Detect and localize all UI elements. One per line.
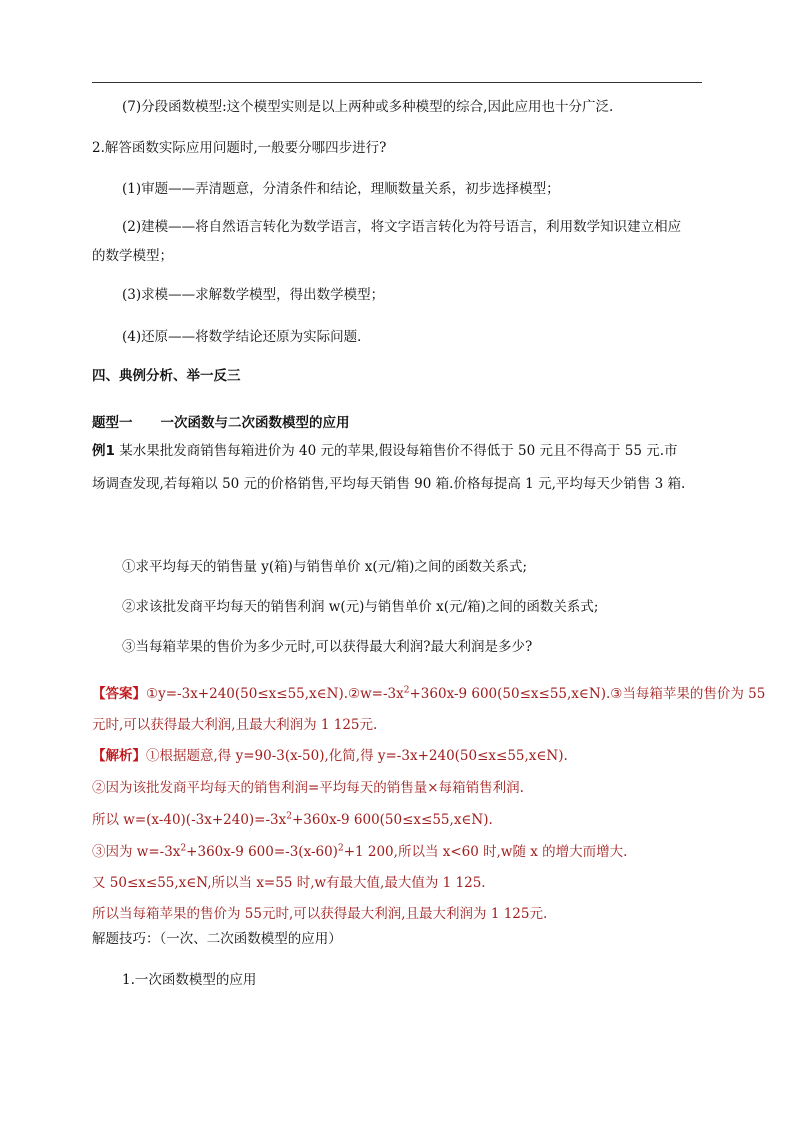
- analysis-sup-4a: 2: [180, 843, 187, 854]
- answer-tag: 【答案】: [92, 686, 146, 702]
- analysis-line-5: 又 50≤x≤55,x∈N,所以当 x=55 时,w有最大值,最大值为 1 125.: [92, 875, 486, 891]
- type-title: 一次函数与二次函数模型的应用: [160, 415, 350, 431]
- answer-line-1: [92, 684, 765, 704]
- step-1: (1)审题——弄清题意，分清条件和结论，理顺数量关系，初步选择模型；: [122, 181, 560, 197]
- analysis-line-1: [92, 746, 568, 766]
- type-label: 题型一: [92, 415, 133, 431]
- answer-text-1a: ①y=-3x+240(50≤x≤55,x∈N).②w=-3x: [146, 686, 404, 702]
- step-2-line-a: (2)建模——将自然语言转化为数学语言，将文字语言转化为符号语言，利用数学知识建立相应: [122, 219, 682, 235]
- analysis-text-3b: +360x-9 600(50≤x≤55,x∈N).: [292, 812, 493, 828]
- analysis-text-4c: +1 200,所以当 x<60 时,w随 x 的增大而增大.: [343, 844, 628, 860]
- answer-sup: 2: [403, 685, 410, 696]
- analysis-text-4a: ③因为 w=-3x: [92, 844, 181, 860]
- section-heading: 四、典例分析、举一反三: [92, 368, 241, 384]
- analysis-tag: 【解析】: [92, 748, 146, 764]
- analysis-text-3a: 所以 w=(x-40)(-3x+240)=-3x: [92, 812, 287, 828]
- answer-line-2: 元时,可以获得最大利润,且最大利润为 1 125元.: [92, 717, 378, 733]
- example-question-2: ②求该批发商平均每天的销售利润 w(元)与销售单价 x(元/箱)之间的函数关系式;: [122, 599, 599, 615]
- step-2-line-b: 的数学模型；: [92, 248, 173, 264]
- step-4: (4)还原——将数学结论还原为实际问题．: [122, 329, 371, 345]
- analysis-line-6: 所以当每箱苹果的售价为 55元时,可以获得最大利润,且最大利润为 1 125元.: [92, 906, 548, 922]
- analysis-text-4b: +360x-9 600=-3(x-60): [186, 844, 338, 860]
- analysis-line-3: [92, 810, 493, 830]
- example-line-a: [92, 441, 678, 461]
- tips-title: 解题技巧：（一次、二次函数模型的应用）: [92, 931, 342, 947]
- example-label: 例1: [92, 443, 115, 459]
- question-2: 2.解答函数实际应用问题时,一般要分哪四步进行?: [92, 140, 387, 156]
- header-rule: [92, 82, 702, 83]
- tips-item-1: 1.一次函数模型的应用: [122, 972, 257, 988]
- answer-text-1b: +360x-9 600(50≤x≤55,x∈N).③当每箱苹果的售价为 55: [409, 686, 766, 702]
- example-text-a: 某水果批发商销售每箱进价为 40 元的苹果,假设每箱售价不得低于 50 元且不得高于 55 元.市: [114, 443, 678, 459]
- example-question-3: ③当每箱苹果的售价为多少元时,可以获得最大利润?最大利润是多少?: [122, 639, 533, 655]
- analysis-sup-3: 2: [286, 811, 292, 822]
- step-3: (3)求模——求解数学模型，得出数学模型；: [122, 287, 385, 303]
- model7-line: (7)分段函数模型:这个模型实则是以上两种或多种模型的综合,因此应用也十分广泛.: [122, 99, 614, 115]
- example-line-b: 场调查发现,若每箱以 50 元的价格销售,平均每天销售 90 箱.价格每提高 1 元,平均每天少销售 3 箱.: [92, 476, 686, 492]
- analysis-text-1: ①根据题意,得 y=90-3(x-50),化简,得 y=-3x+240(50≤x≤55,x∈N).: [146, 748, 568, 764]
- analysis-line-4: [92, 842, 627, 862]
- analysis-line-2: ②因为该批发商平均每天的销售利润=平均每天的销售量×每箱销售利润.: [92, 780, 524, 796]
- type-heading: [92, 413, 350, 433]
- example-question-1: ①求平均每天的销售量 y(箱)与销售单价 x(元/箱)之间的函数关系式;: [122, 559, 527, 575]
- analysis-sup-4b: 2: [337, 843, 344, 854]
